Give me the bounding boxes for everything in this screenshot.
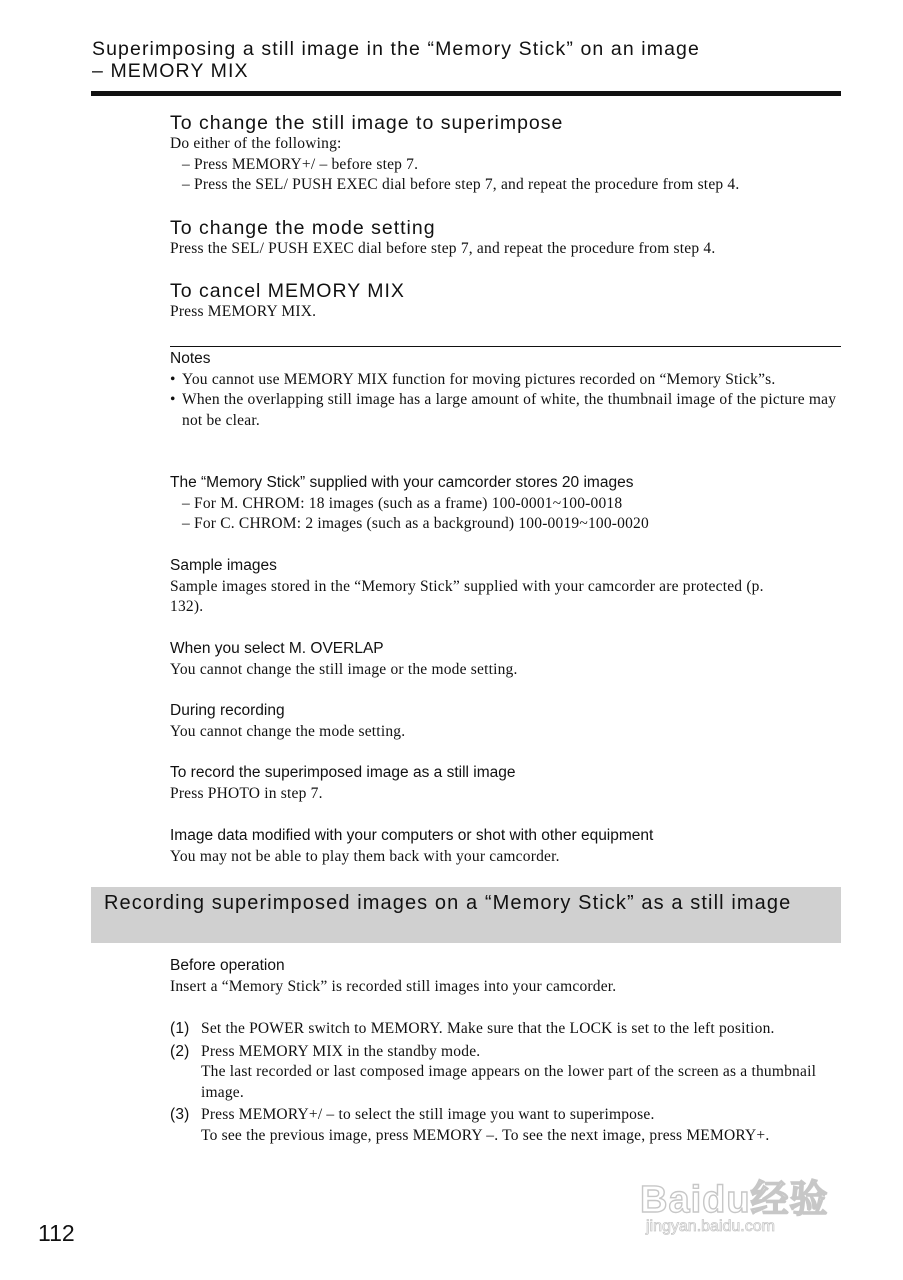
change-mode-section bbox=[170, 217, 842, 260]
watermark bbox=[640, 1168, 860, 1248]
sample-note-text: Sample images stored in the “Memory Stick” supplied with your camcorder are protected (p. 132). bbox=[170, 577, 764, 615]
bullet-mark: • bbox=[170, 391, 176, 408]
before-operation-text: Insert a “Memory Stick” is recorded still images into your camcorder. bbox=[170, 977, 617, 995]
notes-title: Notes bbox=[170, 350, 211, 367]
supplied-note bbox=[170, 473, 842, 535]
steps-list bbox=[170, 1019, 842, 1146]
note-bullet-text: You cannot use MEMORY MIX function for moving pictures recorded on “Memory Stick”s. bbox=[182, 370, 776, 388]
note-bullet bbox=[170, 370, 842, 391]
sample-note bbox=[170, 556, 842, 618]
change-image-intro: Do either of the following: bbox=[170, 135, 342, 152]
change-mode-heading: To change the mode setting bbox=[170, 217, 436, 239]
cancel-text: Press MEMORY MIX. bbox=[170, 303, 317, 320]
change-mode-text: Press the SEL/ PUSH EXEC dial before step 7, and repeat the procedure from step 4. bbox=[170, 240, 716, 257]
note-bullet-text: When the overlapping still image has a large amount of white, the thumbnail image of the picture may not be clear. bbox=[182, 391, 837, 429]
section-title: Recording superimposed images on a “Memory Stick” as a still image bbox=[104, 892, 792, 914]
sample-note-title: Sample images bbox=[170, 557, 277, 574]
step-text: Press MEMORY+/ – to select the still image you want to superimpose. bbox=[201, 1106, 655, 1123]
step-number: (2) bbox=[170, 1042, 190, 1060]
cancel-section bbox=[170, 280, 842, 323]
overlap-note-text: You cannot change the still image or the mode setting. bbox=[170, 660, 518, 678]
step-text: Set the POWER switch to MEMORY. Make sure that the LOCK is set to the left position. bbox=[201, 1020, 775, 1037]
step-number: (3) bbox=[170, 1106, 190, 1123]
step-text: Press MEMORY MIX in the standby mode. bbox=[201, 1042, 481, 1060]
supplied-note-item: – For M. CHROM: 18 images (such as a frame) 100-0001~100-0018 bbox=[182, 494, 623, 512]
image-data-note bbox=[170, 826, 842, 867]
record-still-note-text: Press PHOTO in step 7. bbox=[170, 784, 323, 802]
page-title-line-1: Superimposing a still image in the “Memory Stick” on an image bbox=[92, 38, 700, 60]
step-subtext: To see the previous image, press MEMORY –. To see the next image, press MEMORY+. bbox=[201, 1126, 770, 1144]
recording-note-title: During recording bbox=[170, 702, 285, 719]
overlap-note bbox=[170, 639, 842, 680]
supplied-note-item: – For C. CHROM: 2 images (such as a background) 100-0019~100-0020 bbox=[182, 515, 649, 532]
watermark-logo: Baidu经验 bbox=[640, 1179, 829, 1221]
change-image-item: – Press MEMORY+/ – before step 7. bbox=[182, 155, 419, 173]
bullet-mark: • bbox=[170, 370, 176, 388]
step-item bbox=[170, 1042, 842, 1104]
page-number: 112 bbox=[38, 1220, 75, 1246]
page-title-line-2: – MEMORY MIX bbox=[92, 60, 249, 82]
record-still-note bbox=[170, 763, 842, 804]
record-still-note-title: To record the superimposed image as a still image bbox=[170, 764, 516, 781]
page-title bbox=[92, 38, 842, 82]
change-image-section bbox=[170, 112, 842, 196]
before-operation bbox=[170, 956, 842, 997]
change-image-item: – Press the SEL/ PUSH EXEC dial before step 7, and repeat the procedure from step 4. bbox=[182, 176, 740, 193]
cancel-heading: To cancel MEMORY MIX bbox=[170, 280, 405, 302]
before-operation-title: Before operation bbox=[170, 957, 285, 974]
image-data-note-title: Image data modified with your computers or shot with other equipment bbox=[170, 827, 654, 844]
watermark-url: jingyan.baidu.com bbox=[646, 1218, 775, 1235]
step-item bbox=[170, 1019, 842, 1040]
change-image-heading: To change the still image to superimpose bbox=[170, 112, 564, 134]
notes-divider bbox=[170, 346, 841, 347]
step-subtext: The last recorded or last composed image appears on the lower part of the screen as a thumbnail image. bbox=[201, 1063, 817, 1101]
title-rule bbox=[91, 91, 841, 96]
recording-note bbox=[170, 701, 842, 742]
step-number: (1) bbox=[170, 1020, 190, 1037]
step-item bbox=[170, 1105, 842, 1146]
overlap-note-title: When you select M. OVERLAP bbox=[170, 640, 384, 657]
notes-block bbox=[170, 349, 842, 431]
supplied-note-title: The “Memory Stick” supplied with your camcorder stores 20 images bbox=[170, 474, 634, 491]
image-data-note-text: You may not be able to play them back with your camcorder. bbox=[170, 847, 560, 865]
recording-note-text: You cannot change the mode setting. bbox=[170, 722, 406, 740]
note-bullet bbox=[170, 390, 842, 431]
section-header-bar bbox=[91, 887, 841, 943]
